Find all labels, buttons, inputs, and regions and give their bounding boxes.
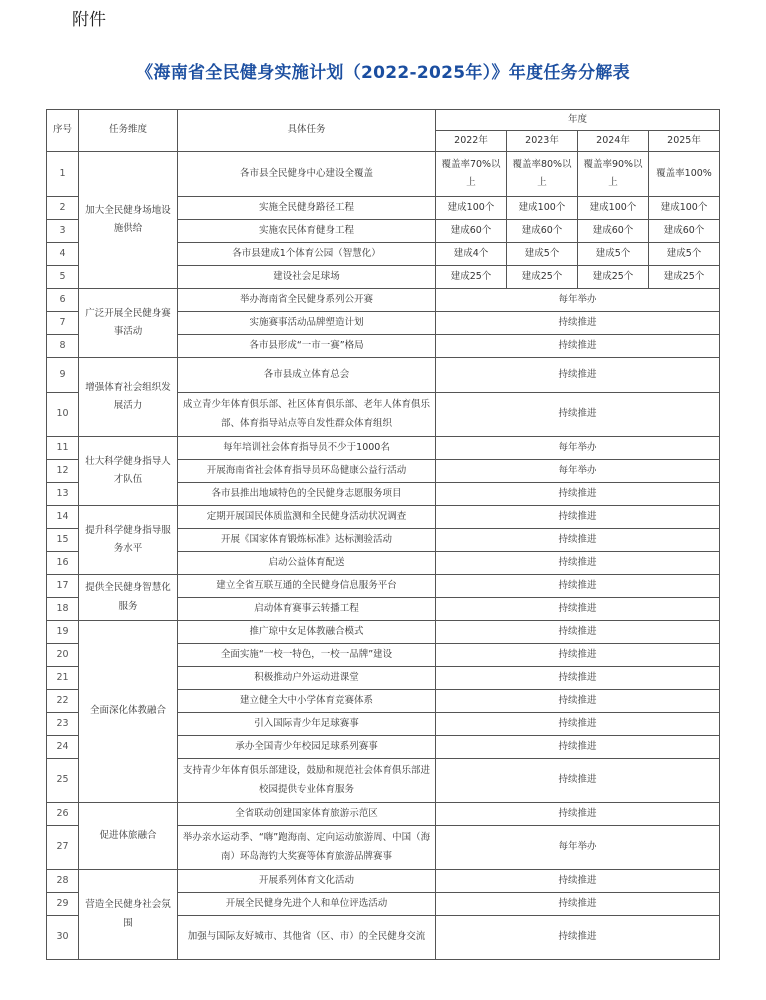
table-row [47, 803, 720, 826]
row-index: 5 [47, 266, 79, 289]
row-index: 4 [47, 243, 79, 266]
year-target: 建成5个 [578, 243, 649, 266]
task-text: 开展全民健身先进个人和单位评选活动 [178, 893, 436, 916]
task-dimension: 加大全民健身场地设施供给 [79, 152, 178, 289]
year-target: 覆盖率80%以上 [507, 152, 578, 197]
year-status: 持续推进 [436, 393, 720, 437]
task-text: 开展系列体育文化活动 [178, 870, 436, 893]
year-status: 持续推进 [436, 598, 720, 621]
attachment-label: 附件 [72, 10, 106, 30]
row-index: 10 [47, 393, 79, 437]
table-row [47, 575, 720, 598]
year-status: 持续推进 [436, 335, 720, 358]
task-text: 建立健全大中小学体育竞赛体系 [178, 690, 436, 713]
year-target: 建成4个 [436, 243, 507, 266]
task-text: 各市县全民健身中心建设全覆盖 [178, 152, 436, 197]
row-index: 23 [47, 713, 79, 736]
task-dimension: 提供全民健身智慧化服务 [79, 575, 178, 621]
year-status: 持续推进 [436, 529, 720, 552]
row-index: 30 [47, 916, 79, 960]
task-text: 各市县形成“一市一赛”格局 [178, 335, 436, 358]
header-year-2025: 2025年 [649, 131, 720, 152]
year-status: 每年举办 [436, 826, 720, 870]
year-target: 建成100个 [649, 197, 720, 220]
year-status: 持续推进 [436, 803, 720, 826]
row-index: 29 [47, 893, 79, 916]
task-text: 积极推动户外运动进课堂 [178, 667, 436, 690]
row-index: 3 [47, 220, 79, 243]
year-target: 建成5个 [507, 243, 578, 266]
task-text: 承办全国青少年校园足球系列赛事 [178, 736, 436, 759]
row-index: 27 [47, 826, 79, 870]
task-text: 建设社会足球场 [178, 266, 436, 289]
year-target: 建成60个 [507, 220, 578, 243]
task-dimension: 促进体旅融合 [79, 803, 178, 870]
task-text: 支持青少年体育俱乐部建设，鼓励和规范社会体育俱乐部进校园提供专业体育服务 [178, 759, 436, 803]
task-table [46, 109, 720, 960]
row-index: 24 [47, 736, 79, 759]
year-status: 持续推进 [436, 552, 720, 575]
year-target: 建成100个 [507, 197, 578, 220]
year-status: 持续推进 [436, 690, 720, 713]
row-index: 26 [47, 803, 79, 826]
row-index: 15 [47, 529, 79, 552]
year-target: 建成25个 [578, 266, 649, 289]
task-text: 实施赛事活动品牌塑造计划 [178, 312, 436, 335]
year-target: 建成60个 [578, 220, 649, 243]
task-text: 开展《国家体育锻炼标准》达标测验活动 [178, 529, 436, 552]
task-text: 引入国际青少年足球赛事 [178, 713, 436, 736]
row-index: 22 [47, 690, 79, 713]
year-target: 建成60个 [649, 220, 720, 243]
task-dimension: 全面深化体教融合 [79, 621, 178, 803]
task-text: 各市县成立体育总会 [178, 358, 436, 393]
year-status: 持续推进 [436, 759, 720, 803]
task-dimension: 广泛开展全民健身赛事活动 [79, 289, 178, 358]
table-row [47, 506, 720, 529]
table-row [47, 870, 720, 893]
task-text: 每年培训社会体育指导员不少于1000名 [178, 437, 436, 460]
year-target: 建成5个 [649, 243, 720, 266]
task-text: 实施农民体育健身工程 [178, 220, 436, 243]
table-row [47, 358, 720, 393]
year-status: 持续推进 [436, 312, 720, 335]
year-target: 建成60个 [436, 220, 507, 243]
year-status: 持续推进 [436, 644, 720, 667]
row-index: 19 [47, 621, 79, 644]
year-target: 建成100个 [436, 197, 507, 220]
task-text: 加强与国际友好城市、其他省（区、市）的全民健身交流 [178, 916, 436, 960]
header-dimension: 任务维度 [79, 110, 178, 152]
header-year-2023: 2023年 [507, 131, 578, 152]
table-body [47, 152, 720, 960]
task-text: 举办亲水运动季、“嗨”跑海南、定向运动旅游周、中国（海南）环岛海钓大奖赛等体育旅游品牌赛事 [178, 826, 436, 870]
year-status: 每年举办 [436, 460, 720, 483]
row-index: 25 [47, 759, 79, 803]
task-text: 各市县推出地域特色的全民健身志愿服务项目 [178, 483, 436, 506]
task-text: 全面实施“一校一特色，一校一品牌”建设 [178, 644, 436, 667]
year-status: 持续推进 [436, 358, 720, 393]
task-dimension: 壮大科学健身指导人才队伍 [79, 437, 178, 506]
year-target: 建成25个 [507, 266, 578, 289]
row-index: 16 [47, 552, 79, 575]
task-text: 建立全省互联互通的全民健身信息服务平台 [178, 575, 436, 598]
row-index: 7 [47, 312, 79, 335]
row-index: 13 [47, 483, 79, 506]
table-row [47, 289, 720, 312]
task-text: 定期开展国民体质监测和全民健身活动状况调查 [178, 506, 436, 529]
task-dimension: 增强体育社会组织发展活力 [79, 358, 178, 437]
year-status: 持续推进 [436, 736, 720, 759]
row-index: 20 [47, 644, 79, 667]
header-year: 年度 [436, 110, 720, 131]
task-dimension: 提升科学健身指导服务水平 [79, 506, 178, 575]
row-index: 14 [47, 506, 79, 529]
task-text: 全省联动创建国家体育旅游示范区 [178, 803, 436, 826]
task-text: 推广琼中女足体教融合模式 [178, 621, 436, 644]
row-index: 21 [47, 667, 79, 690]
row-index: 12 [47, 460, 79, 483]
header-year-2024: 2024年 [578, 131, 649, 152]
row-index: 18 [47, 598, 79, 621]
row-index: 6 [47, 289, 79, 312]
table-row [47, 152, 720, 197]
header-year-2022: 2022年 [436, 131, 507, 152]
row-index: 8 [47, 335, 79, 358]
year-target: 建成100个 [578, 197, 649, 220]
task-text: 成立青少年体育俱乐部、社区体育俱乐部、老年人体育俱乐部、体育指导站点等自发性群众体育组织 [178, 393, 436, 437]
year-target: 覆盖率90%以上 [578, 152, 649, 197]
row-index: 9 [47, 358, 79, 393]
task-text: 举办海南省全民健身系列公开赛 [178, 289, 436, 312]
year-status: 每年举办 [436, 437, 720, 460]
year-status: 持续推进 [436, 870, 720, 893]
task-dimension: 营造全民健身社会氛围 [79, 870, 178, 960]
year-status: 持续推进 [436, 713, 720, 736]
task-text: 开展海南省社会体育指导员环岛健康公益行活动 [178, 460, 436, 483]
row-index: 11 [47, 437, 79, 460]
year-status: 持续推进 [436, 483, 720, 506]
row-index: 28 [47, 870, 79, 893]
row-index: 17 [47, 575, 79, 598]
task-text: 启动公益体育配送 [178, 552, 436, 575]
year-status: 持续推进 [436, 667, 720, 690]
row-index: 1 [47, 152, 79, 197]
header-index: 序号 [47, 110, 79, 152]
year-target: 建成25个 [436, 266, 507, 289]
year-target: 建成25个 [649, 266, 720, 289]
row-index: 2 [47, 197, 79, 220]
year-target: 覆盖率100% [649, 152, 720, 197]
year-status: 每年举办 [436, 289, 720, 312]
year-status: 持续推进 [436, 575, 720, 598]
year-status: 持续推进 [436, 506, 720, 529]
task-text: 实施全民健身路径工程 [178, 197, 436, 220]
year-status: 持续推进 [436, 893, 720, 916]
task-text: 启动体育赛事云转播工程 [178, 598, 436, 621]
header-task: 具体任务 [178, 110, 436, 152]
year-target: 覆盖率70%以上 [436, 152, 507, 197]
table-row [47, 621, 720, 644]
year-status: 持续推进 [436, 916, 720, 960]
task-text: 各市县建成1个体育公园（智慧化） [178, 243, 436, 266]
table-row [47, 437, 720, 460]
year-status: 持续推进 [436, 621, 720, 644]
page-title: 《海南省全民健身实施计划（2022-2025年）》年度任务分解表 [136, 63, 630, 83]
